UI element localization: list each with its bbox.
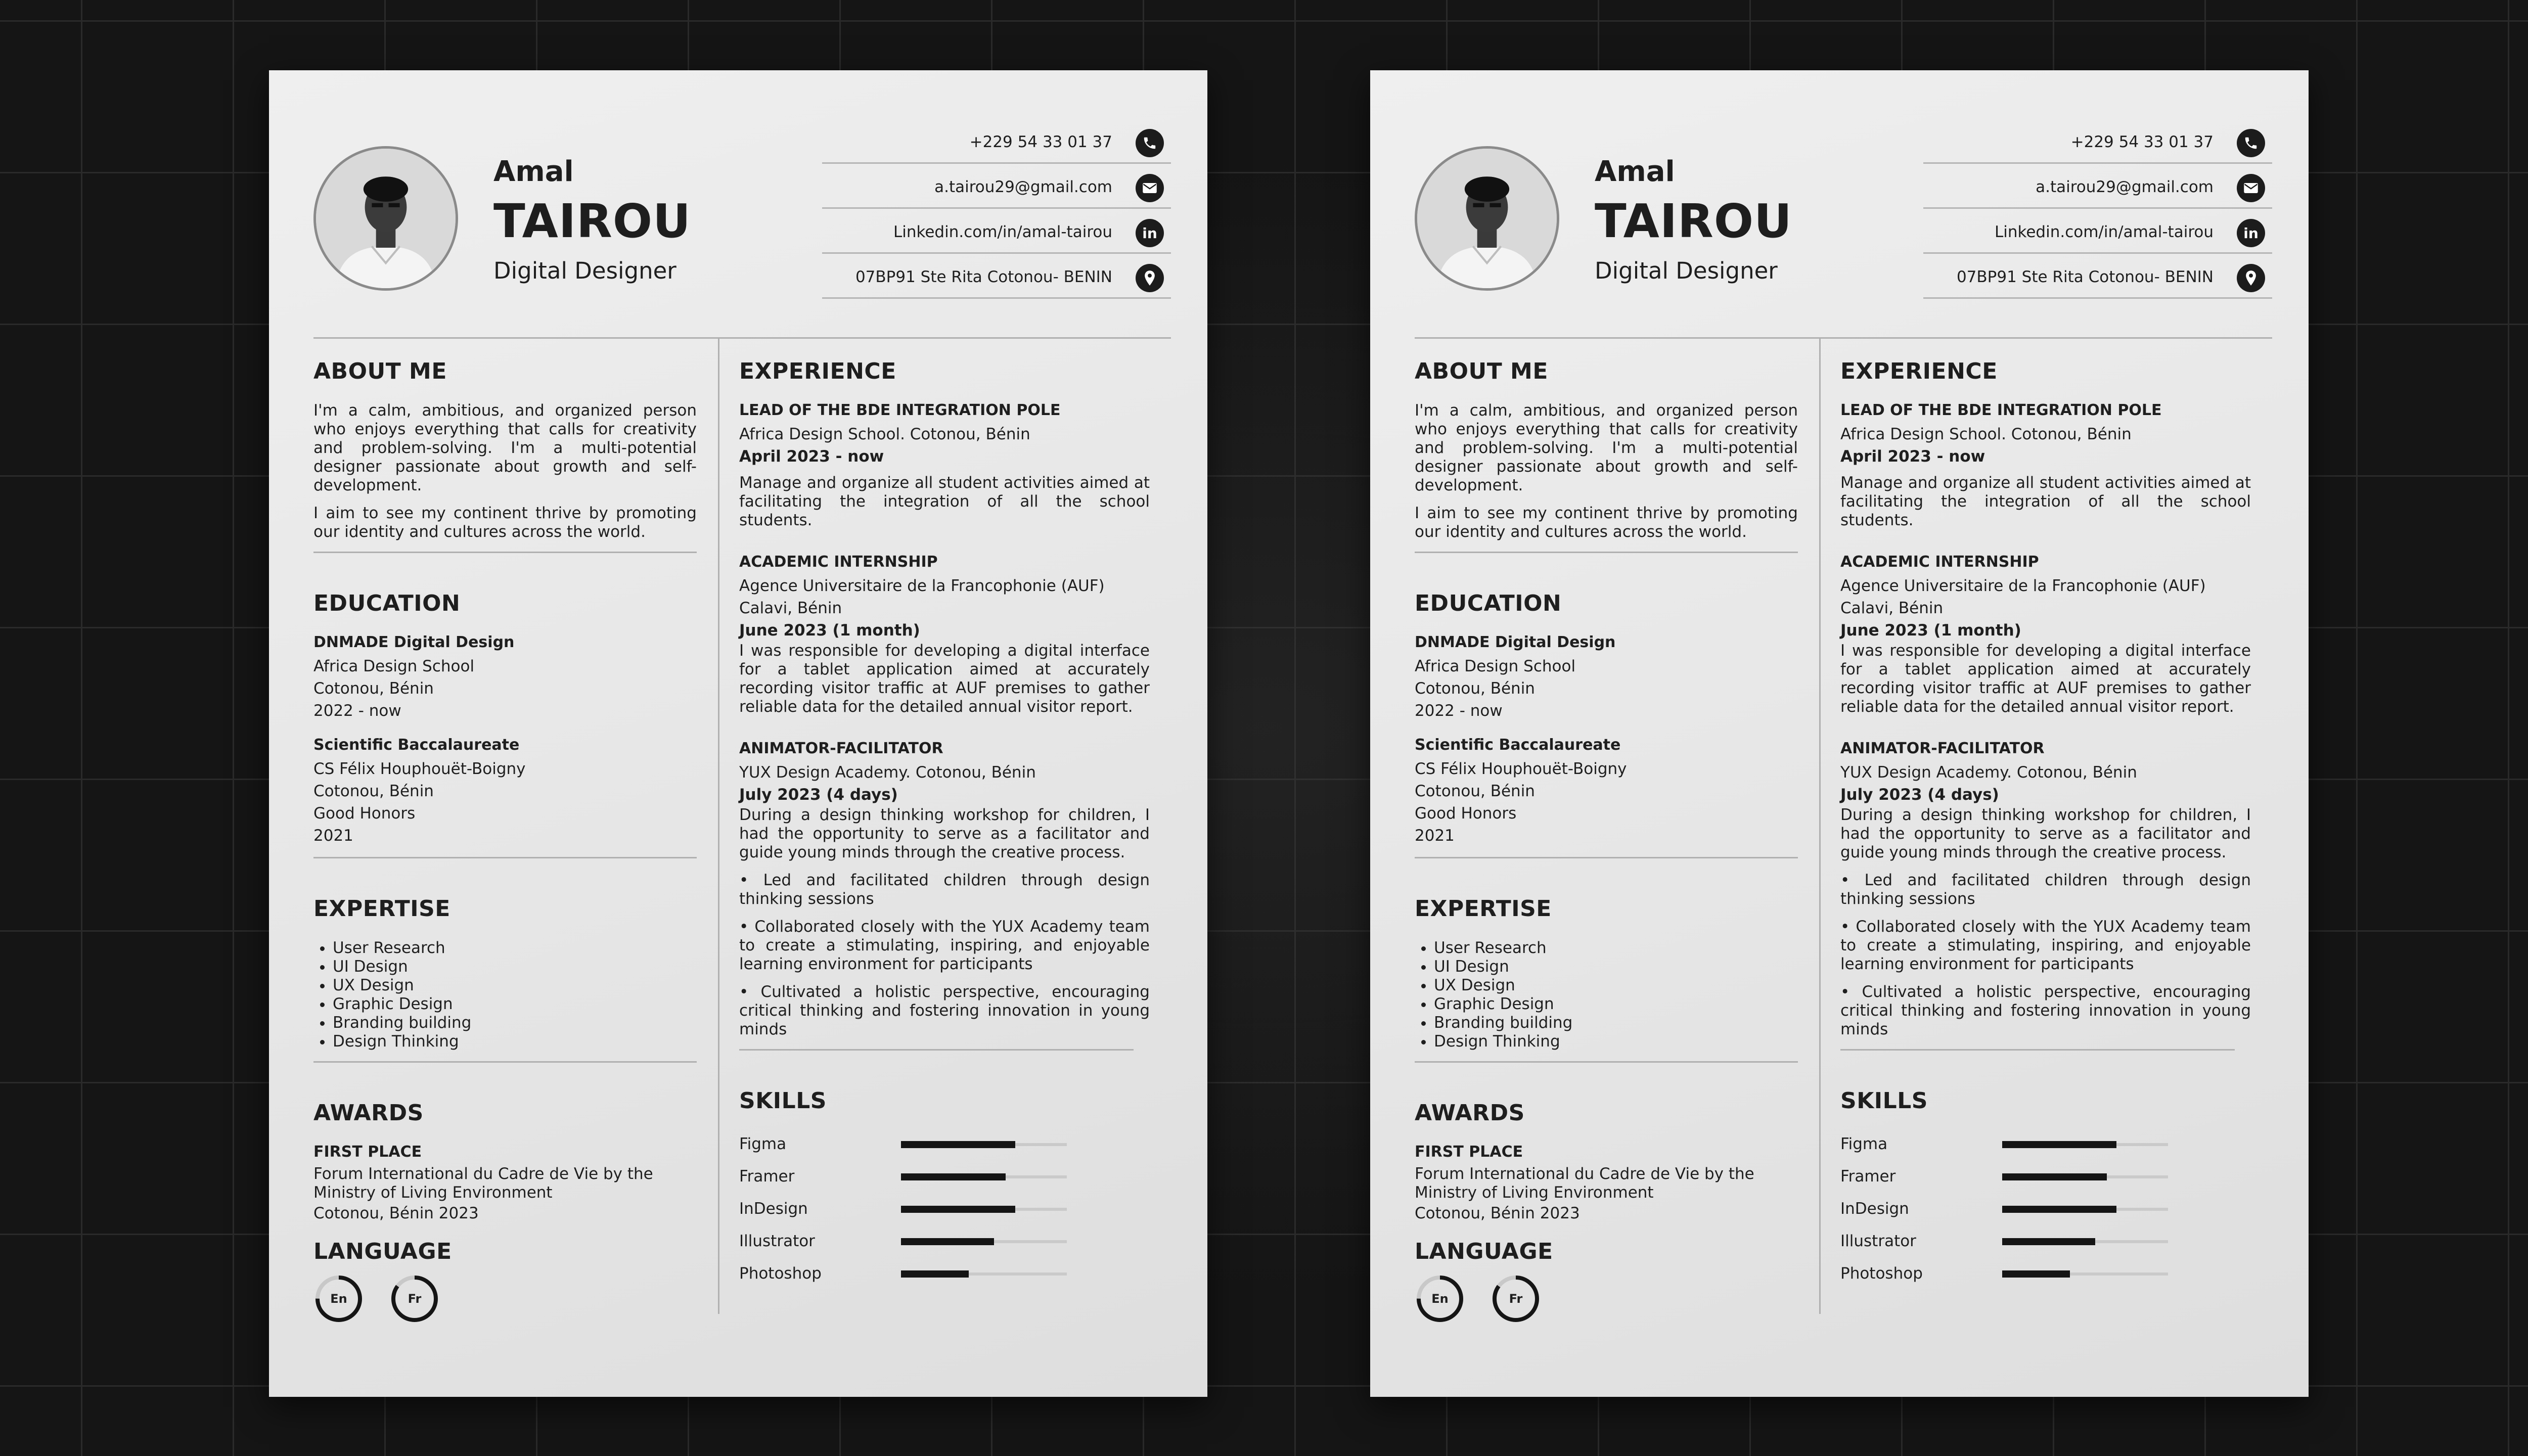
education-school: Africa Design School (313, 657, 475, 675)
first-name: Amal (493, 155, 574, 188)
skill-bar-track (2002, 1143, 2168, 1146)
education-school: CS Félix Houphouët-Boigny (313, 760, 526, 778)
job-bullet: • Cultivated a holistic perspective, encouraging critical thinking and fostering innovation in young minds (739, 983, 1150, 1038)
language-label: En (1431, 1292, 1449, 1306)
section-divider (313, 552, 697, 553)
header-divider (313, 337, 1171, 339)
skill-bar-track (901, 1272, 1067, 1276)
education-place: Cotonou, Bénin (313, 679, 434, 698)
job-title: ACADEMIC INTERNSHIP (1840, 553, 2039, 571)
education-title: Scientific Baccalaureate (1415, 736, 1621, 754)
language-heading: LANGUAGE (313, 1239, 452, 1264)
job-bullet: • Led and facilitated children through design thinking sessions (739, 871, 1150, 908)
skill-row (739, 1163, 1150, 1196)
contact-email (1923, 164, 2272, 209)
section-divider (313, 1061, 697, 1063)
language-list (313, 1273, 697, 1324)
education-heading: EDUCATION (313, 590, 461, 616)
language-label: Fr (1509, 1292, 1523, 1306)
email-text: a.tairou29@gmail.com (2036, 178, 2214, 196)
skills-heading: SKILLS (1840, 1088, 1928, 1114)
award-place: Cotonou, Bénin 2023 (1415, 1204, 1580, 1222)
award-title: FIRST PLACE (313, 1143, 422, 1161)
job-title: LEAD OF THE BDE INTEGRATION POLE (739, 401, 1061, 419)
experience-item (739, 553, 1150, 716)
skill-name: Framer (1840, 1167, 1896, 1186)
contact-address (1923, 254, 2272, 299)
skill-bar-fill (2002, 1141, 2116, 1148)
experience-heading: EXPERIENCE (739, 358, 896, 384)
job-date: July 2023 (4 days) (1840, 786, 1999, 804)
education-item (313, 633, 697, 722)
person-portrait-icon (316, 149, 456, 288)
about-heading: ABOUT ME (1415, 358, 1548, 384)
skill-bar-track (2002, 1208, 2168, 1211)
header-divider (1415, 337, 2272, 339)
skill-row (1840, 1260, 2251, 1293)
job-organization: YUX Design Academy. Cotonou, Bénin (1840, 763, 2137, 782)
phone-icon (1136, 129, 1164, 157)
job-place: Calavi, Bénin (739, 599, 842, 617)
job-title: ANIMATOR-FACILITATOR (739, 740, 943, 757)
contact-list (1923, 119, 2272, 299)
education-date: 2022 - now (1415, 702, 1503, 720)
section-divider (1840, 1049, 2235, 1051)
expertise-item: • User Research (333, 939, 697, 958)
job-date: June 2023 (1 month) (739, 621, 920, 640)
expertise-item: • UI Design (333, 958, 697, 976)
section-divider (1415, 857, 1798, 858)
language-ring (1491, 1273, 1541, 1324)
expertise-item: • Design Thinking (1434, 1032, 1798, 1051)
job-title: Digital Designer (1595, 257, 1778, 284)
phone-text: +229 54 33 01 37 (969, 133, 1112, 151)
experience-item (1840, 401, 2251, 530)
job-bullet: • Cultivated a holistic perspective, encouraging critical thinking and fostering innovation in young minds (1840, 983, 2251, 1038)
skill-bar-track (2002, 1175, 2168, 1178)
skill-name: Figma (739, 1135, 787, 1153)
skill-name: Framer (739, 1167, 795, 1186)
language-ring (313, 1273, 364, 1324)
skill-name: InDesign (739, 1200, 808, 1218)
email-text: a.tairou29@gmail.com (934, 178, 1112, 196)
skill-bar-track (901, 1175, 1067, 1178)
job-title: ANIMATOR-FACILITATOR (1840, 740, 2045, 757)
job-organization: Africa Design School. Cotonou, Bénin (739, 425, 1030, 443)
language-label: Fr (408, 1292, 422, 1306)
phone-text: +229 54 33 01 37 (2070, 133, 2214, 151)
contact-phone (1923, 119, 2272, 164)
job-bullet: • Collaborated closely with the YUX Academy team to create a stimulating, inspiring, and enjoyable learning environment for participants (1840, 918, 2251, 973)
section-divider (1415, 1061, 1798, 1063)
awards-heading: AWARDS (1415, 1100, 1525, 1126)
language-list (1415, 1273, 1798, 1324)
skill-bar-fill (901, 1238, 994, 1245)
skill-name: InDesign (1840, 1200, 1909, 1218)
skill-bar-track (2002, 1272, 2168, 1276)
skill-bar-fill (2002, 1238, 2095, 1245)
contact-phone (822, 119, 1171, 164)
column-divider (718, 338, 719, 1314)
contact-linkedin (1923, 209, 2272, 254)
skill-bar-fill (901, 1270, 969, 1278)
award-place: Cotonou, Bénin 2023 (313, 1204, 479, 1222)
skill-row (1840, 1163, 2251, 1196)
email-icon (2237, 174, 2265, 202)
about-heading: ABOUT ME (313, 358, 447, 384)
job-date: April 2023 - now (1840, 447, 1985, 466)
expertise-item: • Branding building (1434, 1014, 1798, 1032)
experience-item (1840, 553, 2251, 716)
expertise-list (313, 939, 697, 1051)
column-divider (1819, 338, 1821, 1314)
skill-bar-fill (2002, 1270, 2070, 1278)
resume-page-right (1370, 70, 2309, 1397)
job-title: ACADEMIC INTERNSHIP (739, 553, 938, 571)
job-date: April 2023 - now (739, 447, 884, 466)
education-title: DNMADE Digital Design (313, 633, 515, 651)
skills-heading: SKILLS (739, 1088, 827, 1114)
job-description: During a design thinking workshop for children, I had the opportunity to serve as a facilitator and guide young minds through the creative process. (739, 806, 1150, 861)
last-name: TAIROU (1595, 194, 1792, 248)
skills-list (1840, 1131, 2251, 1293)
language-ring (1415, 1273, 1465, 1324)
linkedin-icon: in (2237, 219, 2265, 247)
expertise-item: • Graphic Design (333, 995, 697, 1014)
about-paragraph-2: I aim to see my continent thrive by promoting our identity and cultures across the world. (1415, 504, 1798, 541)
skill-bar-fill (901, 1141, 1015, 1148)
about-paragraph-1: I'm a calm, ambitious, and organized person who enjoys everything that calls for creativity and problem-solving. I'm a multi-potential designer passionate about growth and self-development. (313, 401, 697, 494)
award-description: Forum International du Cadre de Vie by the Ministry of Living Environment (313, 1165, 653, 1202)
address-text: 07BP91 Ste Rita Cotonou- BENIN (1956, 268, 2214, 286)
education-date: 2021 (1415, 827, 1455, 845)
award-description: Forum International du Cadre de Vie by the Ministry of Living Environment (1415, 1165, 1754, 1202)
education-school: CS Félix Houphouët-Boigny (1415, 760, 1627, 778)
expertise-item: • UX Design (333, 976, 697, 995)
about-paragraph-2: I aim to see my continent thrive by promoting our identity and cultures across the world. (313, 504, 697, 541)
education-heading: EDUCATION (1415, 590, 1562, 616)
skill-row (739, 1228, 1150, 1260)
skill-name: Illustrator (739, 1232, 815, 1250)
skill-row (739, 1260, 1150, 1293)
left-column (313, 358, 697, 1324)
skill-name: Illustrator (1840, 1232, 1916, 1250)
job-organization: YUX Design Academy. Cotonou, Bénin (739, 763, 1036, 782)
experience-item (739, 740, 1150, 1039)
skill-name: Photoshop (739, 1264, 822, 1283)
job-date: July 2023 (4 days) (739, 786, 898, 804)
about-paragraph-1: I'm a calm, ambitious, and organized person who enjoys everything that calls for creativity and problem-solving. I'm a multi-potential designer passionate about growth and self-development. (1415, 401, 1798, 494)
language-label: En (330, 1292, 347, 1306)
skill-row (1840, 1228, 2251, 1260)
email-icon (1136, 174, 1164, 202)
address-text: 07BP91 Ste Rita Cotonou- BENIN (855, 268, 1112, 286)
right-column (739, 358, 1150, 1293)
job-organization: Agence Universitaire de la Francophonie (AUF) (1840, 577, 2206, 595)
skill-bar-fill (901, 1173, 1006, 1180)
experience-item (739, 401, 1150, 530)
last-name: TAIROU (493, 194, 691, 248)
awards-heading: AWARDS (313, 1100, 424, 1126)
language-heading: LANGUAGE (1415, 1239, 1553, 1264)
education-item (1415, 633, 1798, 722)
job-title: Digital Designer (493, 257, 676, 284)
education-title: DNMADE Digital Design (1415, 633, 1616, 651)
expertise-item: • User Research (1434, 939, 1798, 958)
first-name: Amal (1595, 155, 1675, 188)
section-divider (739, 1049, 1134, 1051)
skill-row (739, 1196, 1150, 1228)
expertise-item: • UI Design (1434, 958, 1798, 976)
job-title: LEAD OF THE BDE INTEGRATION POLE (1840, 401, 2162, 419)
linkedin-icon: in (1136, 219, 1164, 247)
expertise-item: • Design Thinking (333, 1032, 697, 1051)
award-title: FIRST PLACE (1415, 1143, 1523, 1161)
education-date: 2021 (313, 827, 353, 845)
job-bullet: • Collaborated closely with the YUX Academy team to create a stimulating, inspiring, and enjoyable learning environment for participants (739, 918, 1150, 973)
education-place: Cotonou, Bénin (1415, 679, 1535, 698)
location-icon (2237, 264, 2265, 292)
skill-bar-fill (2002, 1173, 2107, 1180)
contact-linkedin (822, 209, 1171, 254)
profile-photo (1415, 146, 1559, 291)
education-item (313, 736, 697, 847)
skill-row (739, 1131, 1150, 1163)
resume-page-left (269, 70, 1207, 1397)
job-bullet: • Led and facilitated children through design thinking sessions (1840, 871, 2251, 908)
contact-address (822, 254, 1171, 299)
contact-list (822, 119, 1171, 299)
job-place: Calavi, Bénin (1840, 599, 1944, 617)
education-honors: Good Honors (313, 804, 416, 823)
education-title: Scientific Baccalaureate (313, 736, 520, 754)
skill-row (1840, 1196, 2251, 1228)
skills-list (739, 1131, 1150, 1293)
expertise-heading: EXPERTISE (1415, 896, 1552, 922)
left-column (1415, 358, 1798, 1324)
experience-heading: EXPERIENCE (1840, 358, 1998, 384)
job-organization: Agence Universitaire de la Francophonie (AUF) (739, 577, 1105, 595)
job-description: I was responsible for developing a digital interface for a tablet application aimed at accurately recording visitor traffic at AUF premises to gather reliable data for the detailed annual visitor report. (1840, 642, 2251, 716)
expertise-item: • Branding building (333, 1014, 697, 1032)
job-description: Manage and organize all student activities aimed at facilitating the integration of all the school students. (739, 474, 1150, 529)
linkedin-text: Linkedin.com/in/amal-tairou (1994, 223, 2214, 241)
education-school: Africa Design School (1415, 657, 1576, 675)
skill-row (1840, 1131, 2251, 1163)
education-honors: Good Honors (1415, 804, 1517, 823)
skill-bar-track (901, 1240, 1067, 1243)
expertise-item: • UX Design (1434, 976, 1798, 995)
education-place: Cotonou, Bénin (313, 782, 434, 800)
skill-bar-fill (2002, 1206, 2116, 1213)
right-column (1840, 358, 2251, 1293)
skill-bar-track (2002, 1240, 2168, 1243)
job-date: June 2023 (1 month) (1840, 621, 2021, 640)
skill-bar-fill (901, 1206, 1015, 1213)
experience-item (1840, 740, 2251, 1039)
expertise-heading: EXPERTISE (313, 896, 450, 922)
job-description: During a design thinking workshop for children, I had the opportunity to serve as a facilitator and guide young minds through the creative process. (1840, 806, 2251, 861)
skill-name: Photoshop (1840, 1264, 1923, 1283)
education-item (1415, 736, 1798, 847)
job-description: I was responsible for developing a digital interface for a tablet application aimed at accurately recording visitor traffic at AUF premises to gather reliable data for the detailed annual visitor report. (739, 642, 1150, 716)
expertise-item: • Graphic Design (1434, 995, 1798, 1014)
skill-name: Figma (1840, 1135, 1888, 1153)
phone-icon (2237, 129, 2265, 157)
contact-email (822, 164, 1171, 209)
skill-bar-track (901, 1208, 1067, 1211)
education-date: 2022 - now (313, 702, 401, 720)
person-portrait-icon (1417, 149, 1557, 288)
expertise-list (1415, 939, 1798, 1051)
job-organization: Africa Design School. Cotonou, Bénin (1840, 425, 2132, 443)
section-divider (1415, 552, 1798, 553)
education-place: Cotonou, Bénin (1415, 782, 1535, 800)
job-description: Manage and organize all student activities aimed at facilitating the integration of all the school students. (1840, 474, 2251, 529)
section-divider (313, 857, 697, 858)
skill-bar-track (901, 1143, 1067, 1146)
profile-photo (313, 146, 458, 291)
location-icon (1136, 264, 1164, 292)
language-ring (389, 1273, 440, 1324)
linkedin-text: Linkedin.com/in/amal-tairou (893, 223, 1112, 241)
